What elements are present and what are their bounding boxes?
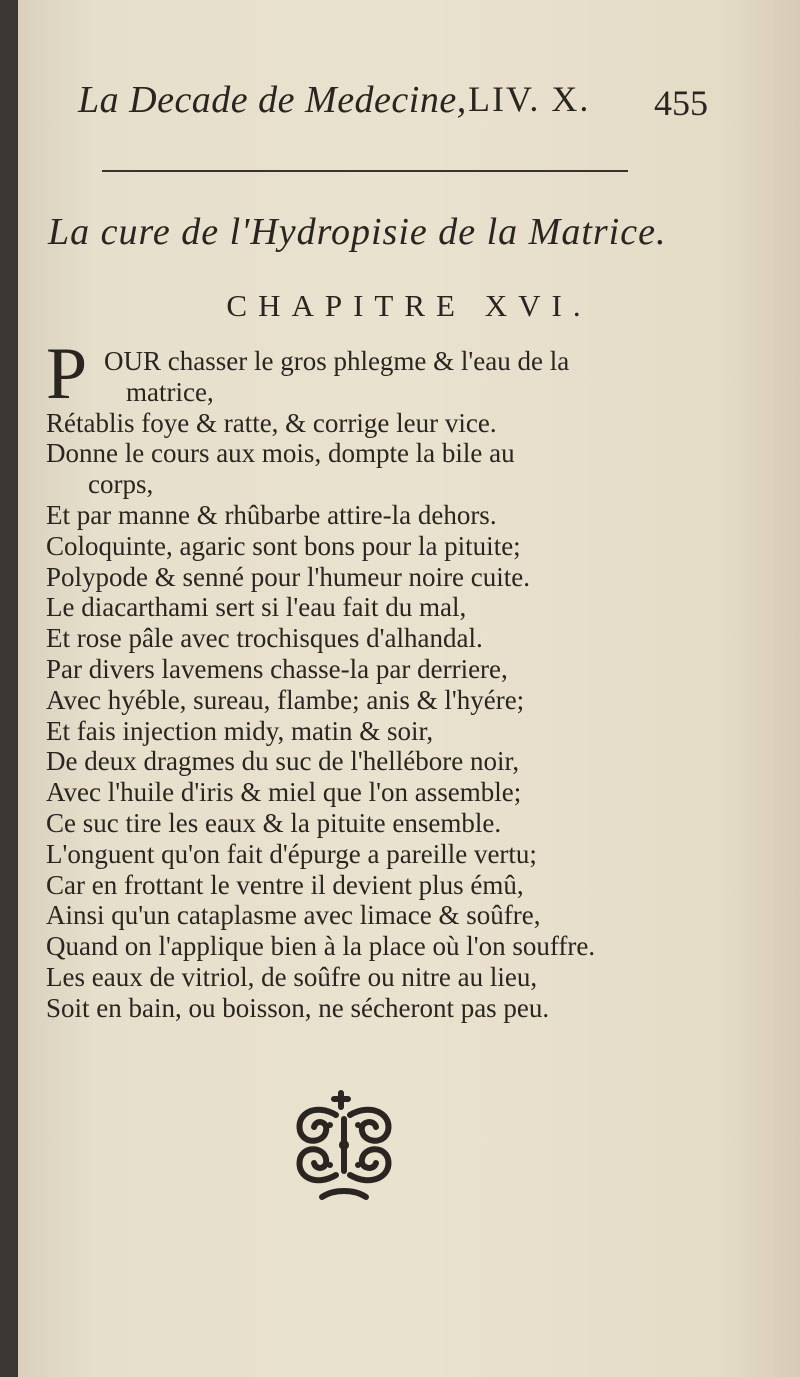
verse-line: Soit en bain, ou boisson, ne sécheront pas peu. (46, 992, 550, 1023)
verse-line: Polypode & senné pour l'humeur noire cuite. (46, 561, 531, 592)
book-page (18, 0, 800, 1377)
verse-line: Avec l'huile d'iris & miel que l'on assemble; (46, 777, 522, 808)
verse-line: Avec hyéble, sureau, flambe; anis & l'hyére; (46, 684, 525, 715)
verse-block (46, 333, 716, 1024)
section-title: La cure de l'Hydropisie de la Matrice. (48, 211, 667, 253)
running-title: La Decade de Medecine, (78, 79, 467, 121)
verse-line: Car en frottant le ventre il devient plus émû, (46, 869, 524, 900)
verse-line: Et par manne & rhûbarbe attire-la dehors. (46, 499, 497, 530)
verse-line: Par divers lavemens chasse-la par derriere, (46, 653, 508, 684)
verse-line: Et fais injection midy, matin & soir, (46, 715, 434, 746)
header-rule (102, 170, 628, 172)
verse-text: OUR chasser le gros phlegme & l'eau de la (104, 346, 570, 376)
chapter-heading: CHAPITRE XVI. (226, 288, 592, 323)
printers-fleuron-icon (286, 1085, 406, 1205)
verse-line: Ainsi qu'un cataplasme avec limace & soûfre, (46, 900, 541, 931)
drop-cap: P (46, 333, 88, 415)
verse-line: Coloquinte, agaric sont bons pour la pituite; (46, 530, 521, 561)
verse-line: Donne le cours aux mois, dompte la bile au (46, 438, 515, 469)
verse-line: matrice, (126, 376, 214, 407)
verse-line: Ce suc tire les eaux & la pituite ensemble. (46, 807, 502, 838)
verse-line: Quand on l'applique bien à la place où l'on souffre. (46, 931, 596, 962)
running-header (78, 78, 708, 128)
verse-line: De deux dragmes du suc de l'hellébore noir, (46, 746, 520, 777)
verse-line: Les eaux de vitriol, de soûfre ou nitre au lieu, (46, 961, 538, 992)
verse-line: L'onguent qu'on fait d'épurge a pareille vertu; (46, 838, 537, 869)
verse-line: Le diacarthami sert si l'eau fait du mal, (46, 592, 467, 623)
page-number: 455 (654, 83, 708, 123)
verse-line: Et rose pâle avec trochisques d'alhandal. (46, 623, 483, 654)
verse-line: corps, (88, 469, 154, 500)
verse-line: Rétablis foye & ratte, & corrige leur vice. (46, 407, 497, 438)
book-number: LIV. X. (468, 79, 591, 119)
